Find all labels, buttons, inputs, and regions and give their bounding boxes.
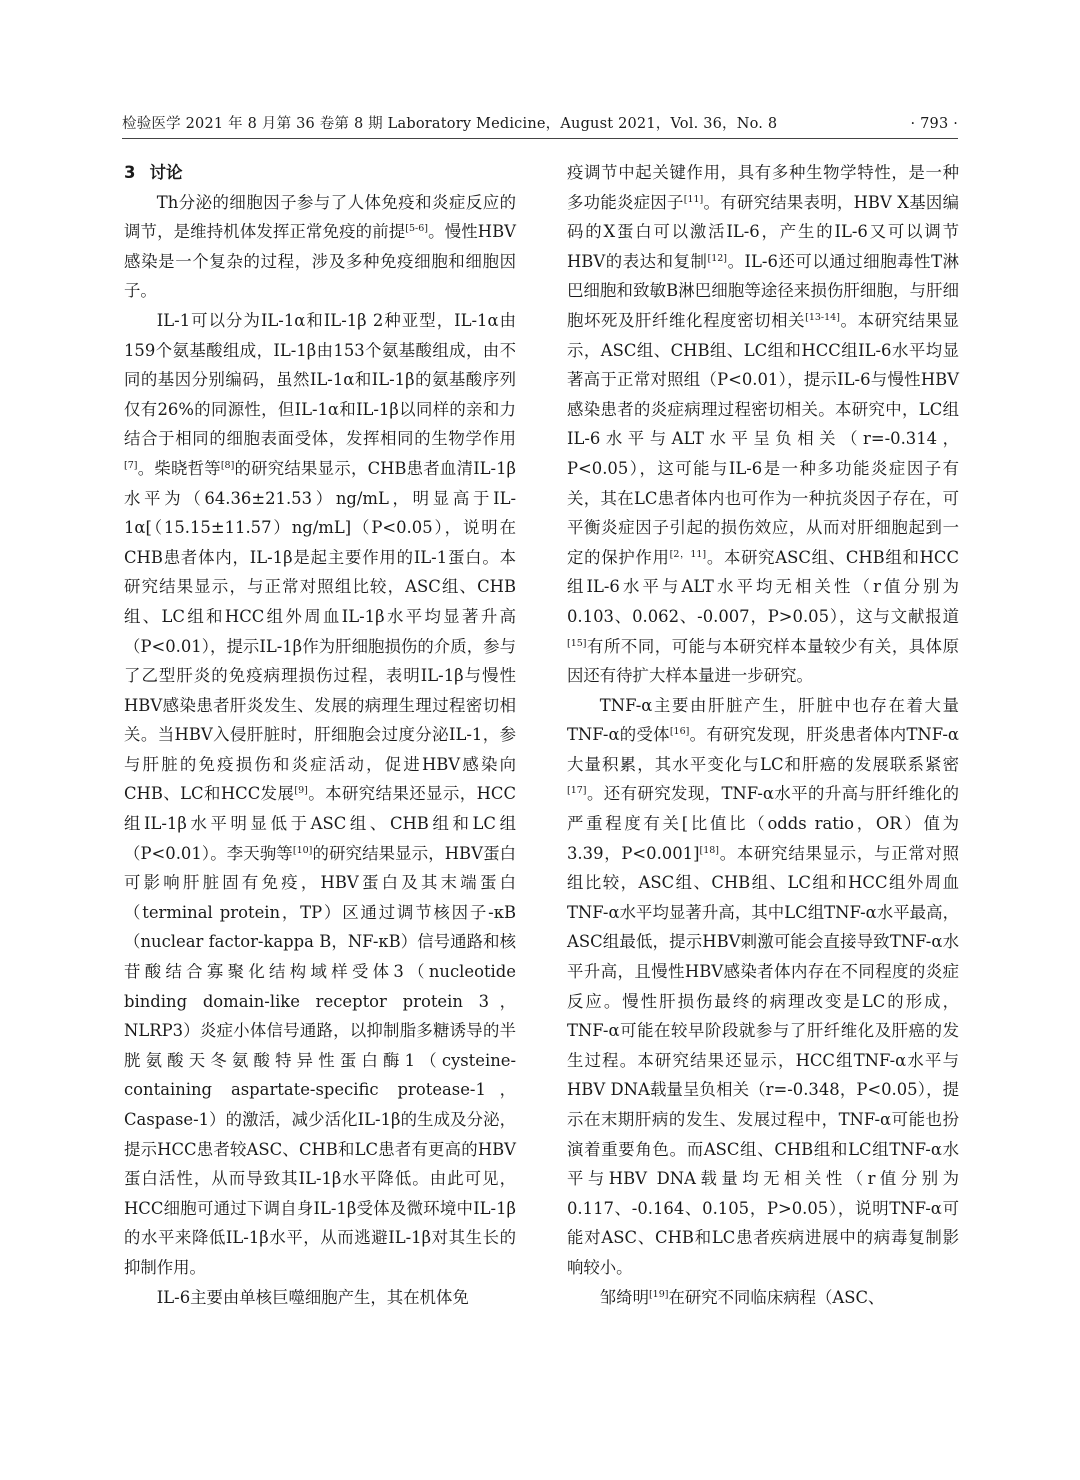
right-column bbox=[567, 158, 959, 1312]
paragraph-zou-study: 邹绮明[19]在研究不同临床病程（ASC、 bbox=[599, 1287, 885, 1307]
section-number: 3 bbox=[124, 163, 136, 182]
section-heading bbox=[124, 158, 516, 188]
left-column bbox=[124, 158, 516, 1312]
running-header bbox=[122, 112, 958, 136]
paragraph-il6-start: IL-6主要由单核巨噬细胞产生，其在机体免 bbox=[156, 1287, 469, 1307]
paragraph-il6-continued: 疫调节中起关键作用，具有多种生物学特性，是一种多功能炎症因子[11]。有研究结果表明，HBV X基因编码的X蛋白可以激活IL-6，产生的IL-6又可以调节HBV的表达和复制[12]。IL-6还可以通过细胞毒性T淋巴细胞和致敏B淋巴细胞等途径来损伤肝细胞，与肝细胞坏死及肝纤维化程度密切相关[13-14]。本研究结果显示，ASC组、CHB组、LC组和HCC组IL-6水平均显著高于正常对照组（P<0.01），提示IL-6与慢性HBV感染患者的炎症病理过程密切相关。本研究中，LC组IL-6水平与ALT水平呈负相关（r=-0.314，P<0.05），这可能与IL-6是一种多功能炎症因子有关，其在LC患者体内也可作为一种抗炎因子存在，可平衡炎症因子引起的损伤效应，从而对肝细胞起到一定的保护作用[2，11]。本研究ASC组、CHB组和HCC组IL-6水平与ALT水平均无相关性（r值分别为0.103、0.062、-0.007，P>0.05），这与文献报道[15]有所不同，可能与本研究样本量较少有关，具体原因还有待扩大样本量进一步研究。 bbox=[567, 163, 960, 686]
page-number: · 793 · bbox=[910, 116, 958, 132]
journal-citation: 检验医学 2021 年 8 月第 36 卷第 8 期 Laboratory Medicine，August 2021，Vol. 36，No. 8 bbox=[122, 116, 778, 132]
section-title: 讨论 bbox=[149, 163, 183, 182]
paragraph-il1: IL-1可以分为IL-1α和IL-1β 2种亚型，IL-1α由159个氨基酸组成，IL-1β由153个氨基酸组成，由不同的基因分别编码，虽然IL-1α和IL-1β的氨基酸序列仅有26%的同源性，但IL-1α和IL-1β以同样的亲和力结合于相同的细胞表面受体，发挥相同的生物学作用[7]。柴晓哲等[8]的研究结果显示，CHB患者血清IL-1β水平为（64.36±21.53）ng/mL，明显高于IL-1α[（15.15±11.57）ng/mL]（P<0.05），说明在CHB患者体内，IL-1β是起主要作用的IL-1蛋白。本研究结果显示，与正常对照组比较，ASC组、CHB组、LC组和HCC组外周血IL-1β水平均显著升高（P<0.01），提示IL-1β作为肝细胞损伤的介质，参与了乙型肝炎的免疫病理损伤过程，表明IL-1β与慢性HBV感染患者肝炎发生、发展的病理生理过程密切相关。当HBV入侵肝脏时，肝细胞会过度分泌IL-1，参与肝脏的免疫损伤和炎症活动，促进HBV感染向CHB、LC和HCC发展[9]。本研究结果还显示，HCC组IL-1β水平明显低于ASC组、CHB组和LC组（P<0.01）。李天驹等[10]的研究结果显示，HBV蛋白可影响肝脏固有免疫，HBV蛋白及其末端蛋白（terminal protein，TP）区通过调节核因子-κB（nuclear factor-kappa B，NF-κB）信号通路和核苷酸结合寡聚化结构域样受体3（nucleotide binding domain-like receptor protein 3，NLRP3）炎症小体信号通路，以抑制脂多糖诱导的半胱氨酸天冬氨酸特异性蛋白酶1（cysteine-containing aspartate-specific protease-1，Caspase-1）的激活，减少活化IL-1β的生成及分泌，提示HCC患者较ASC、CHB和LC患者有更高的HBV蛋白活性，从而导致其IL-1β水平降低。由此可见，HCC细胞可通过下调自身IL-1β受体及微环境中IL-1β的水平来降低IL-1β水平，从而逃避IL-1β对其生长的抑制作用。 bbox=[124, 310, 516, 1277]
header-rule bbox=[122, 138, 958, 139]
paragraph-th-cytokines: Th分泌的细胞因子参与了人体免疫和炎症反应的调节，是维持机体发挥正常免疫的前提[5-6]。慢性HBV感染是一个复杂的过程，涉及多种免疫细胞和细胞因子。 bbox=[124, 192, 516, 301]
paragraph-tnf-alpha: TNF-α主要由肝脏产生，肝脏中也存在着大量TNF-α的受体[16]。有研究发现，肝炎患者体内TNF-α大量积累，其水平变化与LC和肝癌的发展联系紧密[17]。还有研究发现，TNF-α水平的升高与肝纤维化的严重程度有关[比值比（odds ratio，OR）值为3.39，P<0.001][18]。本研究结果显示，与正常对照组比较，ASC组、CHB组、LC组和HCC组外周血TNF-α水平均显著升高，其中LC组TNF-α水平最高，ASC组最低，提示HBV刺激可能会直接导致TNF-α水平升高，且慢性HBV感染者体内存在不同程度的炎症反应。慢性肝损伤最终的病理改变是LC的形成，TNF-α可能在较早阶段就参与了肝纤维化及肝癌的发生过程。本研究结果还显示，HCC组TNF-α水平与HBV DNA载量呈负相关（r=-0.348，P<0.05），提示在末期肝病的发生、发展过程中，TNF-α可能也扮演着重要角色。而ASC组、CHB组和LC组TNF-α水平与HBV DNA载量均无相关性（r值分别为0.117、-0.164、0.105，P>0.05），说明TNF-α可能对ASC、CHB和LC患者疾病进展中的病毒复制影响较小。 bbox=[567, 695, 960, 1277]
